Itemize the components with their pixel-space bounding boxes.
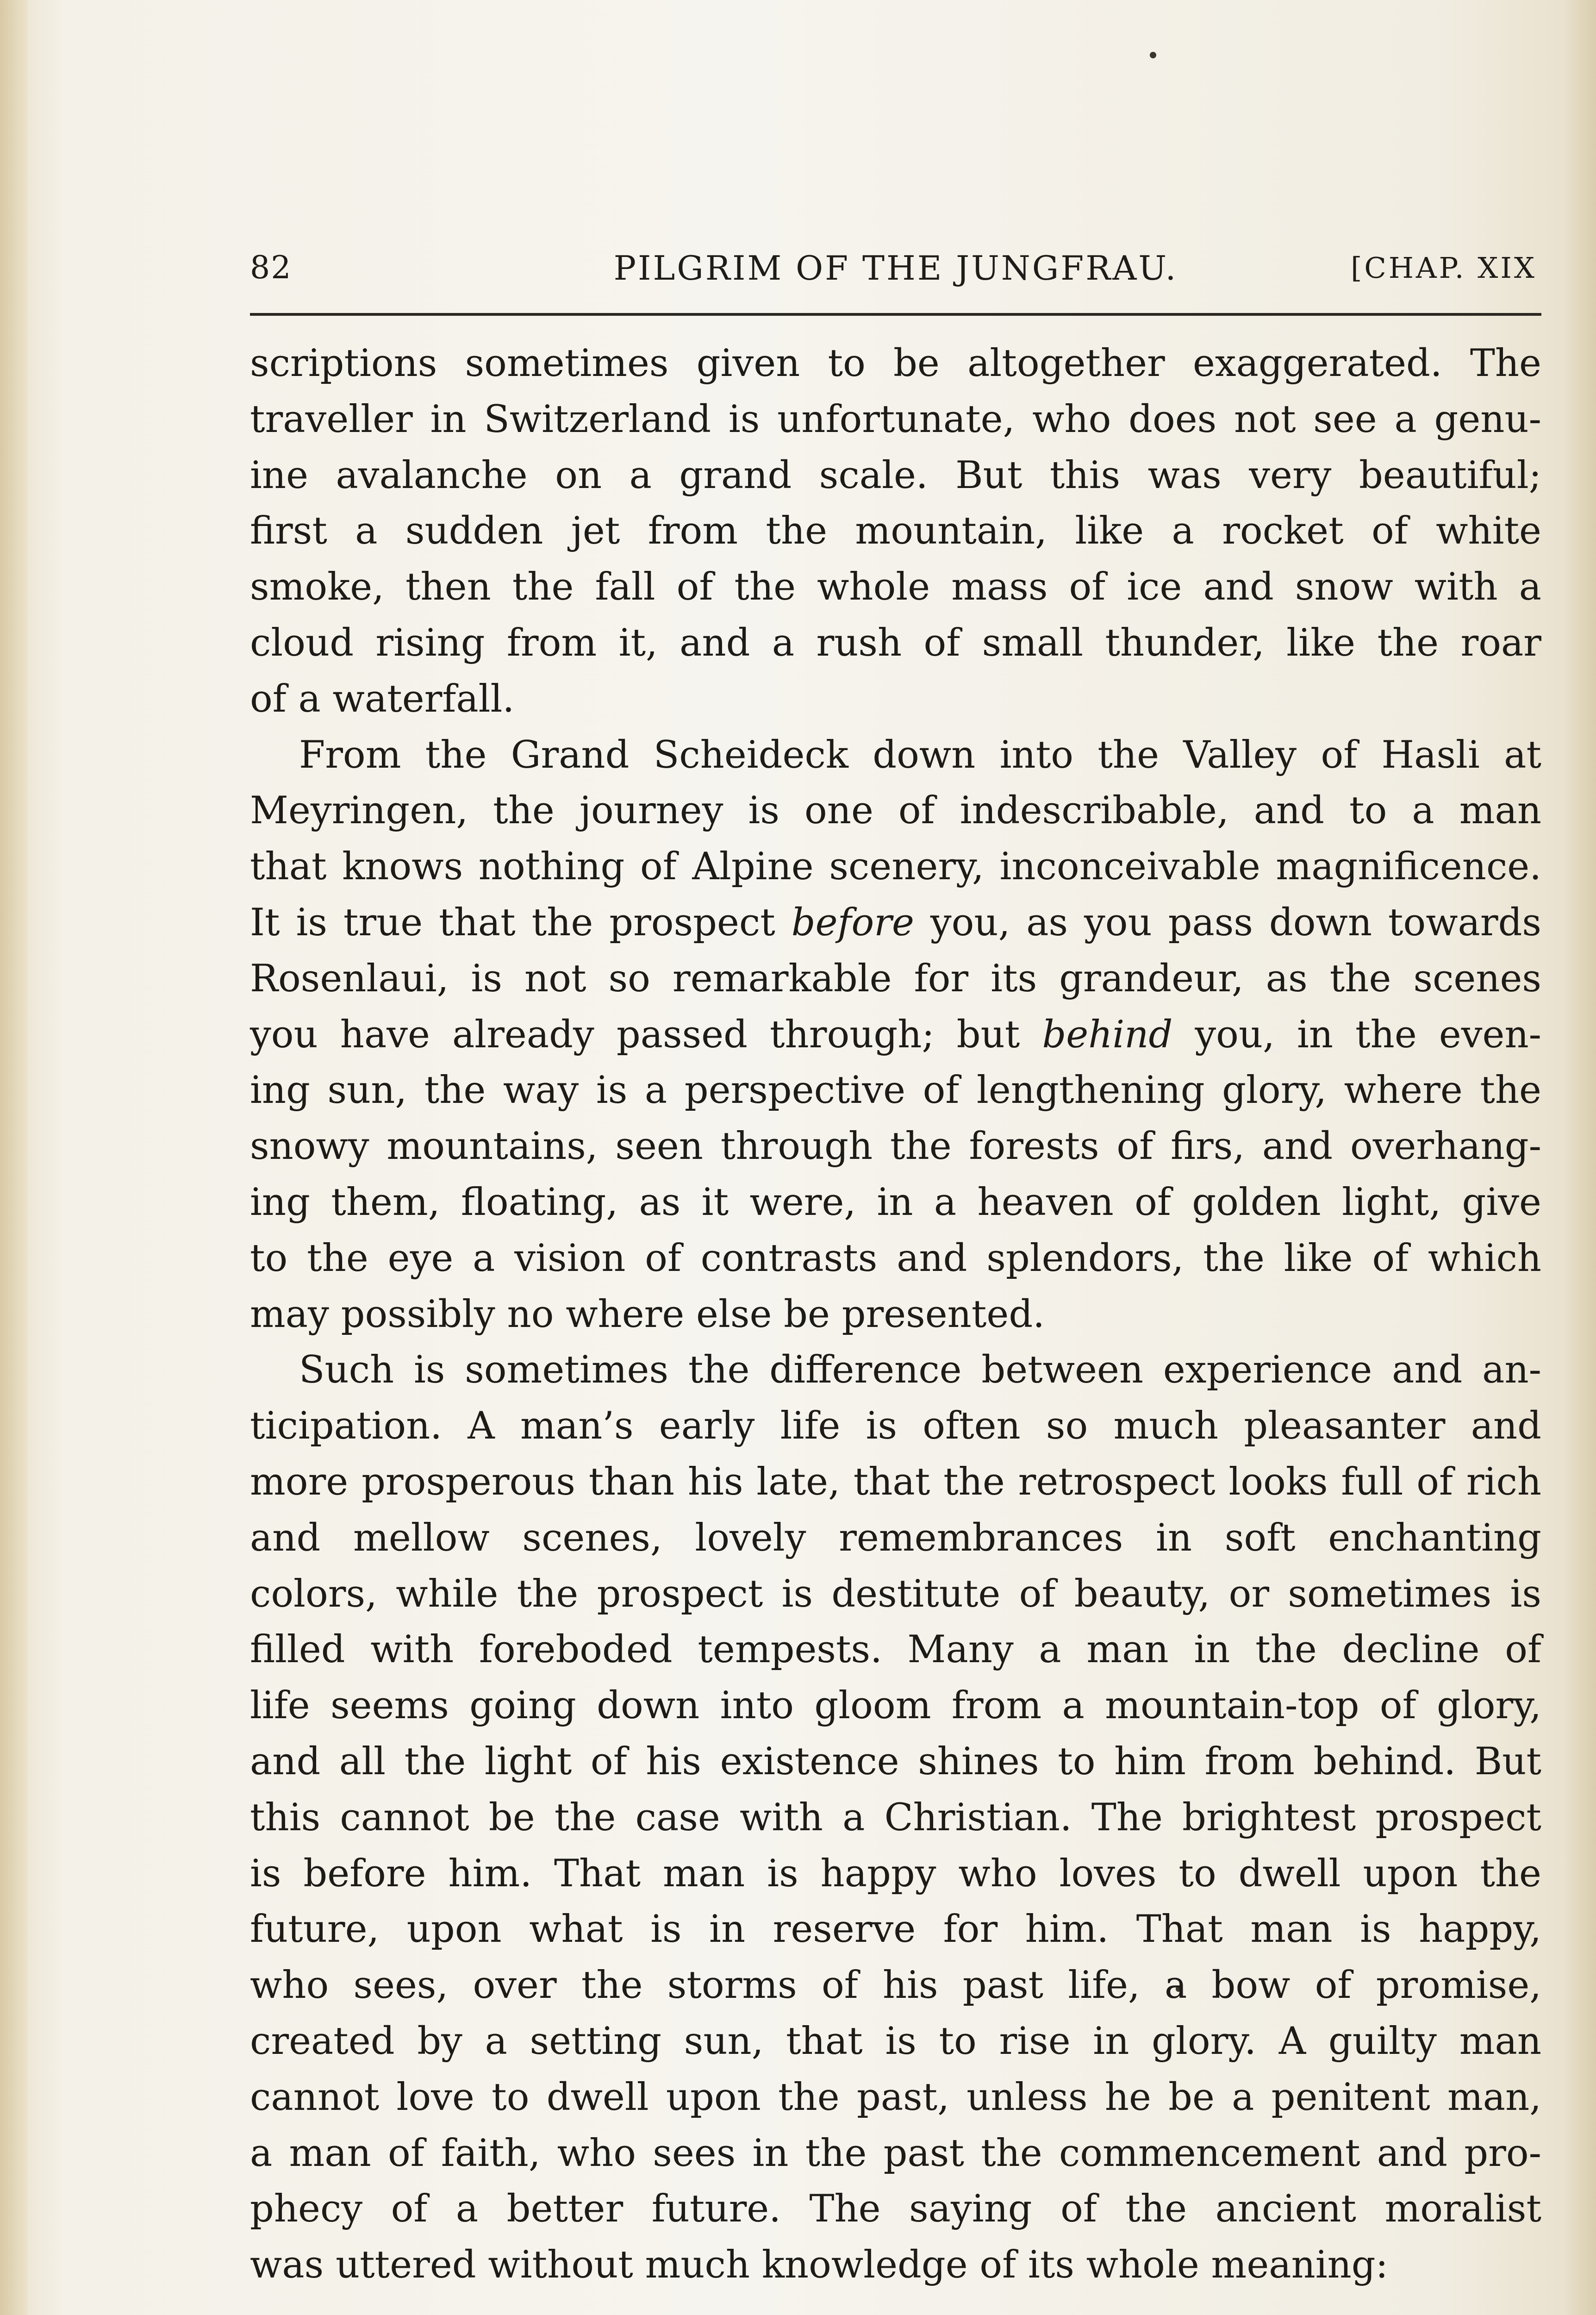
text-line: is before him. That man is happy who loves to dwell upon the <box>250 1852 1541 1896</box>
text-line: more prosperous than his late, that the retrospect looks full of rich <box>250 1460 1541 1504</box>
text-line <box>250 895 1541 951</box>
text-line: filled with foreboded tempests. Many a man in the decline of <box>250 1628 1541 1672</box>
text-line: future, upon what is in reserve for him. That man is happy, <box>250 1908 1541 1952</box>
text-line: cannot love to dwell upon the past, unless he be a penitent man, <box>250 2075 1541 2119</box>
text-line: ing them, floating, as it were, in a heaven of golden light, give <box>250 1180 1541 1224</box>
text-line: scriptions sometimes given to be altogether exaggerated. The <box>250 342 1541 385</box>
text-line: From the Grand Scheideck down into the Valley of Hasli at <box>299 733 1541 777</box>
italic-word: before <box>791 901 914 945</box>
text-line: ing sun, the way is a perspective of lengthening glory, where the <box>250 1069 1541 1113</box>
text-line: this cannot be the case with a Christian. The brightest prospect <box>250 1796 1541 1839</box>
text-line: and all the light of his existence shines to him from behind. But <box>250 1739 1541 1783</box>
ink-speck <box>1150 52 1156 58</box>
page-gutter-shadow <box>0 0 28 2315</box>
text-line: first a sudden jet from the mountain, like a rocket of white <box>250 509 1541 553</box>
text-line: and mellow scenes, lovely remembrances in soft enchanting <box>250 1516 1541 1560</box>
text-line: Such is sometimes the difference between experience and an- <box>299 1348 1541 1392</box>
text-segment: you, as you pass down towards <box>914 901 1541 945</box>
italic-word: behind <box>1042 1013 1173 1057</box>
text-line: Meyringen, the journey is one of indescribable, and to a man <box>250 789 1541 833</box>
page-number: 82 <box>250 250 292 286</box>
text-line: was uttered without much knowledge of its whole meaning: <box>250 2243 1388 2287</box>
chapter-reference: [CHAP. XIX <box>1351 251 1537 285</box>
text-line: may possibly no where else be presented. <box>250 1292 1045 1336</box>
text-line: ine avalanche on a grand scale. But this was very beautiful; <box>250 453 1541 497</box>
page-edge-shadow <box>1564 0 1596 2315</box>
text-segment: you have already passed through; but <box>250 1013 1042 1057</box>
text-line: cloud rising from it, and a rush of small thunder, like the roar <box>250 621 1541 665</box>
text-segment: It is true that the prospect <box>250 901 792 945</box>
text-line: that knows nothing of Alpine scenery, inconceivable magnificence. <box>250 845 1541 889</box>
text-line: snowy mountains, seen through the forests of firs, and overhang- <box>250 1125 1541 1169</box>
text-line: traveller in Switzerland is unfortunate, who does not see a genu- <box>250 397 1541 441</box>
text-line: a man of faith, who sees in the past the commencement and pro- <box>250 2131 1541 2175</box>
text-line: of a waterfall. <box>250 677 515 721</box>
text-line: to the eye a vision of contrasts and splendors, the like of which <box>250 1236 1541 1280</box>
running-title: PILGRIM OF THE JUNGFRAU. <box>613 249 1178 288</box>
text-line: who sees, over the storms of his past life, a bow of promise, <box>250 1964 1541 2008</box>
header-rule <box>250 313 1541 316</box>
text-line: ticipation. A man’s early life is often so much pleasanter and <box>250 1404 1541 1448</box>
text-line: life seems going down into gloom from a mountain-top of glory, <box>250 1684 1541 1728</box>
text-line: colors, while the prospect is destitute of beauty, or sometimes is <box>250 1572 1541 1616</box>
text-line: created by a setting sun, that is to rise in glory. A guilty man <box>250 2019 1541 2063</box>
text-segment: you, in the even- <box>1172 1013 1542 1057</box>
running-head <box>250 244 1541 294</box>
text-line: Rosenlaui, is not so remarkable for its grandeur, as the scenes <box>250 957 1541 1001</box>
body-text <box>250 336 1541 2293</box>
text-line <box>250 1007 1541 1063</box>
text-line: phecy of a better future. The saying of the ancient moralist <box>250 2187 1541 2231</box>
text-line: smoke, then the fall of the whole mass of ice and snow with a <box>250 565 1541 609</box>
